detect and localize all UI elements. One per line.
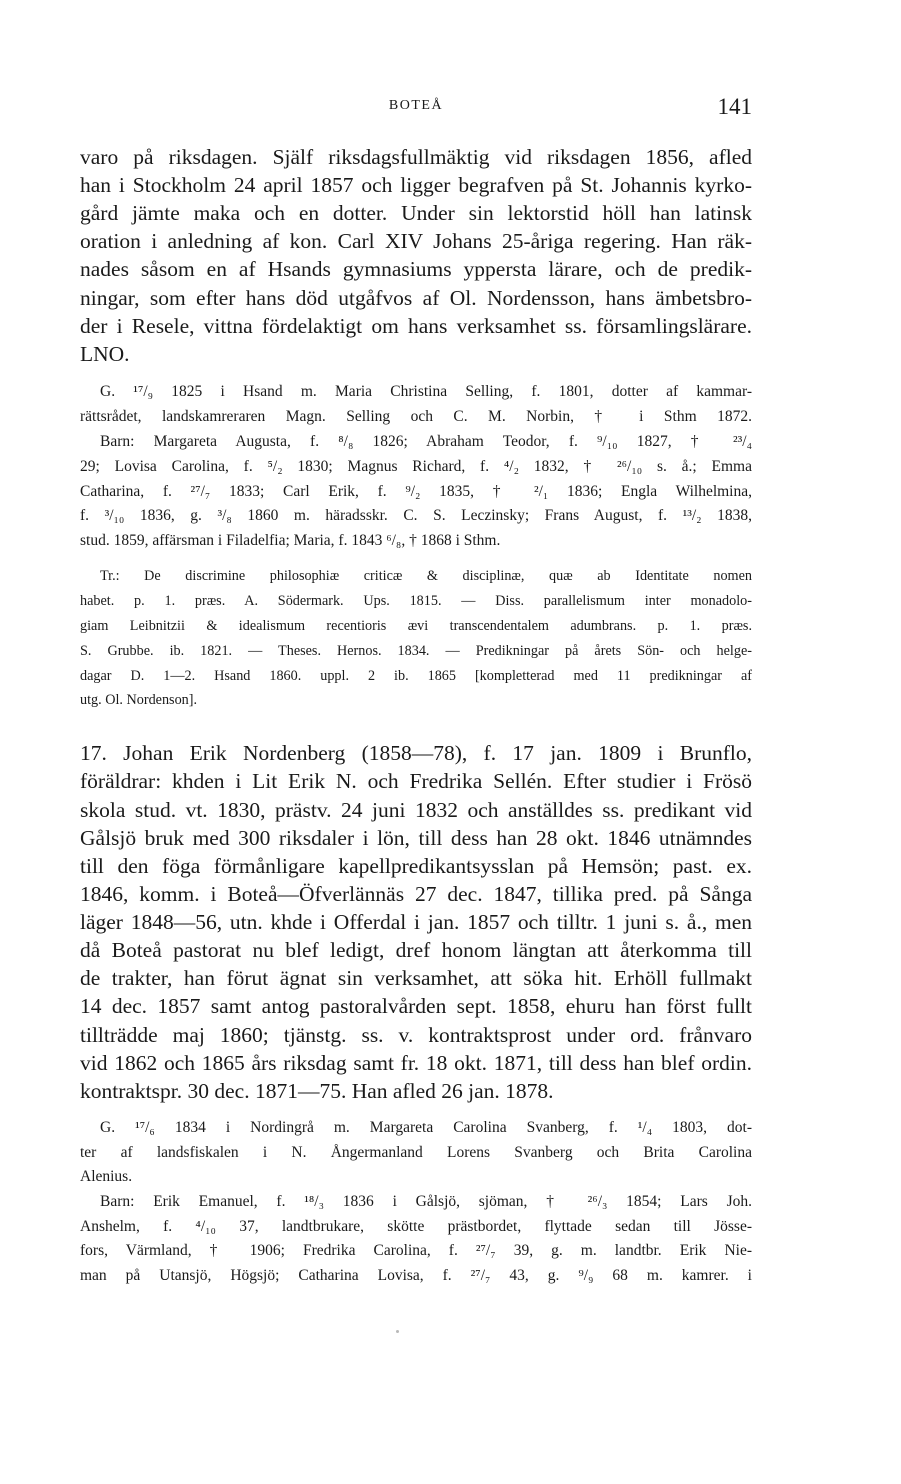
text-line: der i Resele, vittna fördelaktigt om hans verksamhet ss. församlingslärare. xyxy=(80,314,752,338)
note-line: rättsrådet, landskamreraren Magn. Selling och C. M. Norbin, † i Sthm 1872. xyxy=(80,408,752,425)
text-line: 1846, komm. i Boteå—Öfverlännäs 27 dec. 1847, tillika pred. på Sånga xyxy=(80,882,752,906)
note-line: stud. 1859, affärsman i Filadelfia; Maria, f. 1843 ⁶/₈, † 1868 i Sthm. xyxy=(80,532,501,549)
text-line: kontraktspr. 30 dec. 1871—75. Han afled 26 jan. 1878. xyxy=(80,1079,554,1103)
entry-heading-line: 17. Johan Erik Nordenberg (1858—78), f. 17 jan. 1809 i Brunflo, xyxy=(80,741,752,765)
text-line: gård jämte maka och en dotter. Under sin lektorstid höll han latinsk xyxy=(80,201,752,225)
text-line: de trakter, han förut ägnat sin verksamhet, att söka hit. Erhöll fullmakt xyxy=(80,966,752,990)
note-line: man på Utansjö, Högsjö; Catharina Lovisa, f. ²⁷/₇ 43, g. ⁹/₉ 68 m. kamrer. i xyxy=(80,1267,752,1284)
text-line: oration i anledning af kon. Carl XIV Johans 25-åriga regering. Han räk- xyxy=(80,229,752,253)
text-line: läger 1848—56, utn. khde i Offerdal i jan. 1857 och tilltr. 1 juni s. å., men xyxy=(80,910,752,934)
text-line: då Boteå pastorat nu blef ledigt, dref honom längtan att återkomma till xyxy=(80,938,752,962)
text-line: skola stud. vt. 1830, prästv. 24 juni 1832 och anställdes ss. predikant vid xyxy=(80,798,752,822)
text-line: varo på riksdagen. Själf riksdagsfullmäktig vid riksdagen 1856, afled xyxy=(80,145,752,169)
text-line: tillträdde maj 1860; tjänstg. ss. v. kontraktsprost under ord. frånvaro xyxy=(80,1023,752,1047)
text-line: han i Stockholm 24 april 1857 och ligger begrafven på St. Johannis kyrko- xyxy=(80,173,752,197)
note-line: Alenius. xyxy=(80,1168,133,1185)
works-line: S. Grubbe. ib. 1821. — Theses. Hernos. 1834. — Predikningar på årets Sön- och helge- xyxy=(80,643,752,659)
text-line: nades såsom en af Hsands gymnasiums yppersta lärare, och de predik- xyxy=(80,257,752,281)
page-number: 141 xyxy=(717,94,752,119)
running-head xyxy=(80,94,752,124)
works-line: giam Leibnitzii & idealismum recentioris ævi transcendentalem adumbrans. p. 1. præs. xyxy=(80,618,752,634)
works-line: habet. p. 1. præs. A. Södermark. Ups. 1815. — Diss. parallelismum inter monadolo- xyxy=(80,593,752,609)
works-line: Tr.: De discrimine philosophiæ criticæ & disciplinæ, quæ ab Identitate nomen xyxy=(100,568,752,584)
text-line: 14 dec. 1857 samt antog pastoralvården sept. 1858, ehuru han först fullt xyxy=(80,994,752,1018)
text-line: vid 1862 och 1865 års riksdag samt fr. 18 okt. 1871, till dess han blef ordin. xyxy=(80,1051,752,1075)
works-line: utg. Ol. Nordenson]. xyxy=(80,692,198,708)
note-line: 29; Lovisa Carolina, f. ⁵/₂ 1830; Magnus Richard, f. ⁴/₂ 1832, † ²⁶/₁₀ s. å.; Emma xyxy=(80,458,752,475)
text-line: LNO. xyxy=(80,342,130,366)
note-line: Catharina, f. ²⁷/₇ 1833; Carl Erik, f. ⁹/₂ 1835, † ²/₁ 1836; Engla Wilhelmina, xyxy=(80,483,752,500)
note-line: Anshelm, f. ⁴/₁₀ 37, landtbrukare, skötte prästbordet, flyttade sedan till Jösse- xyxy=(80,1218,752,1235)
running-title: BOTEÅ xyxy=(388,98,444,113)
note-line: G. ¹⁷/₆ 1834 i Nordingrå m. Margareta Carolina Svanberg, f. ¹/₄ 1803, dot- xyxy=(100,1119,752,1136)
text-line: Gålsjö bruk med 300 riksdaler i lön, till dess han 28 okt. 1846 utnämndes xyxy=(80,826,752,850)
text-line: till den föga förmånligare kapellpredikantsysslan på Hemsön; past. ex. xyxy=(80,854,752,878)
note-line: ter af landsfiskalen i N. Ångermanland Lorens Svanberg och Brita Carolina xyxy=(80,1144,752,1161)
note-line: fors, Värmland, † 1906; Fredrika Carolina, f. ²⁷/₇ 39, g. m. landtbr. Erik Nie- xyxy=(80,1242,752,1259)
note-line: Barn: Margareta Augusta, f. ⁸/₈ 1826; Abraham Teodor, f. ⁹/₁₀ 1827, † ²³/₄ xyxy=(100,433,752,450)
text-line: ningar, som efter hans död utgåfvos af Ol. Nordensson, hans ämbetsbro- xyxy=(80,286,752,310)
text-line: föräldrar: khden i Lit Erik N. och Fredrika Sellén. Efter studier i Frösö xyxy=(80,769,752,793)
works-line: dagar D. 1—2. Hsand 1860. uppl. 2 ib. 1865 [kompletterad med 11 predikningar af xyxy=(80,668,752,684)
note-line: Barn: Erik Emanuel, f. ¹⁸/₃ 1836 i Gålsjö, sjöman, † ²⁶/₃ 1854; Lars Joh. xyxy=(100,1193,752,1210)
note-line: G. ¹⁷/₉ 1825 i Hsand m. Maria Christina Selling, f. 1801, dotter af kammar- xyxy=(100,383,752,400)
note-line: f. ³/₁₀ 1836, g. ³/₈ 1860 m. häradsskr. C. S. Leczinsky; Frans August, f. ¹³/₂ 1838, xyxy=(80,507,752,524)
print-speck xyxy=(396,1330,399,1333)
